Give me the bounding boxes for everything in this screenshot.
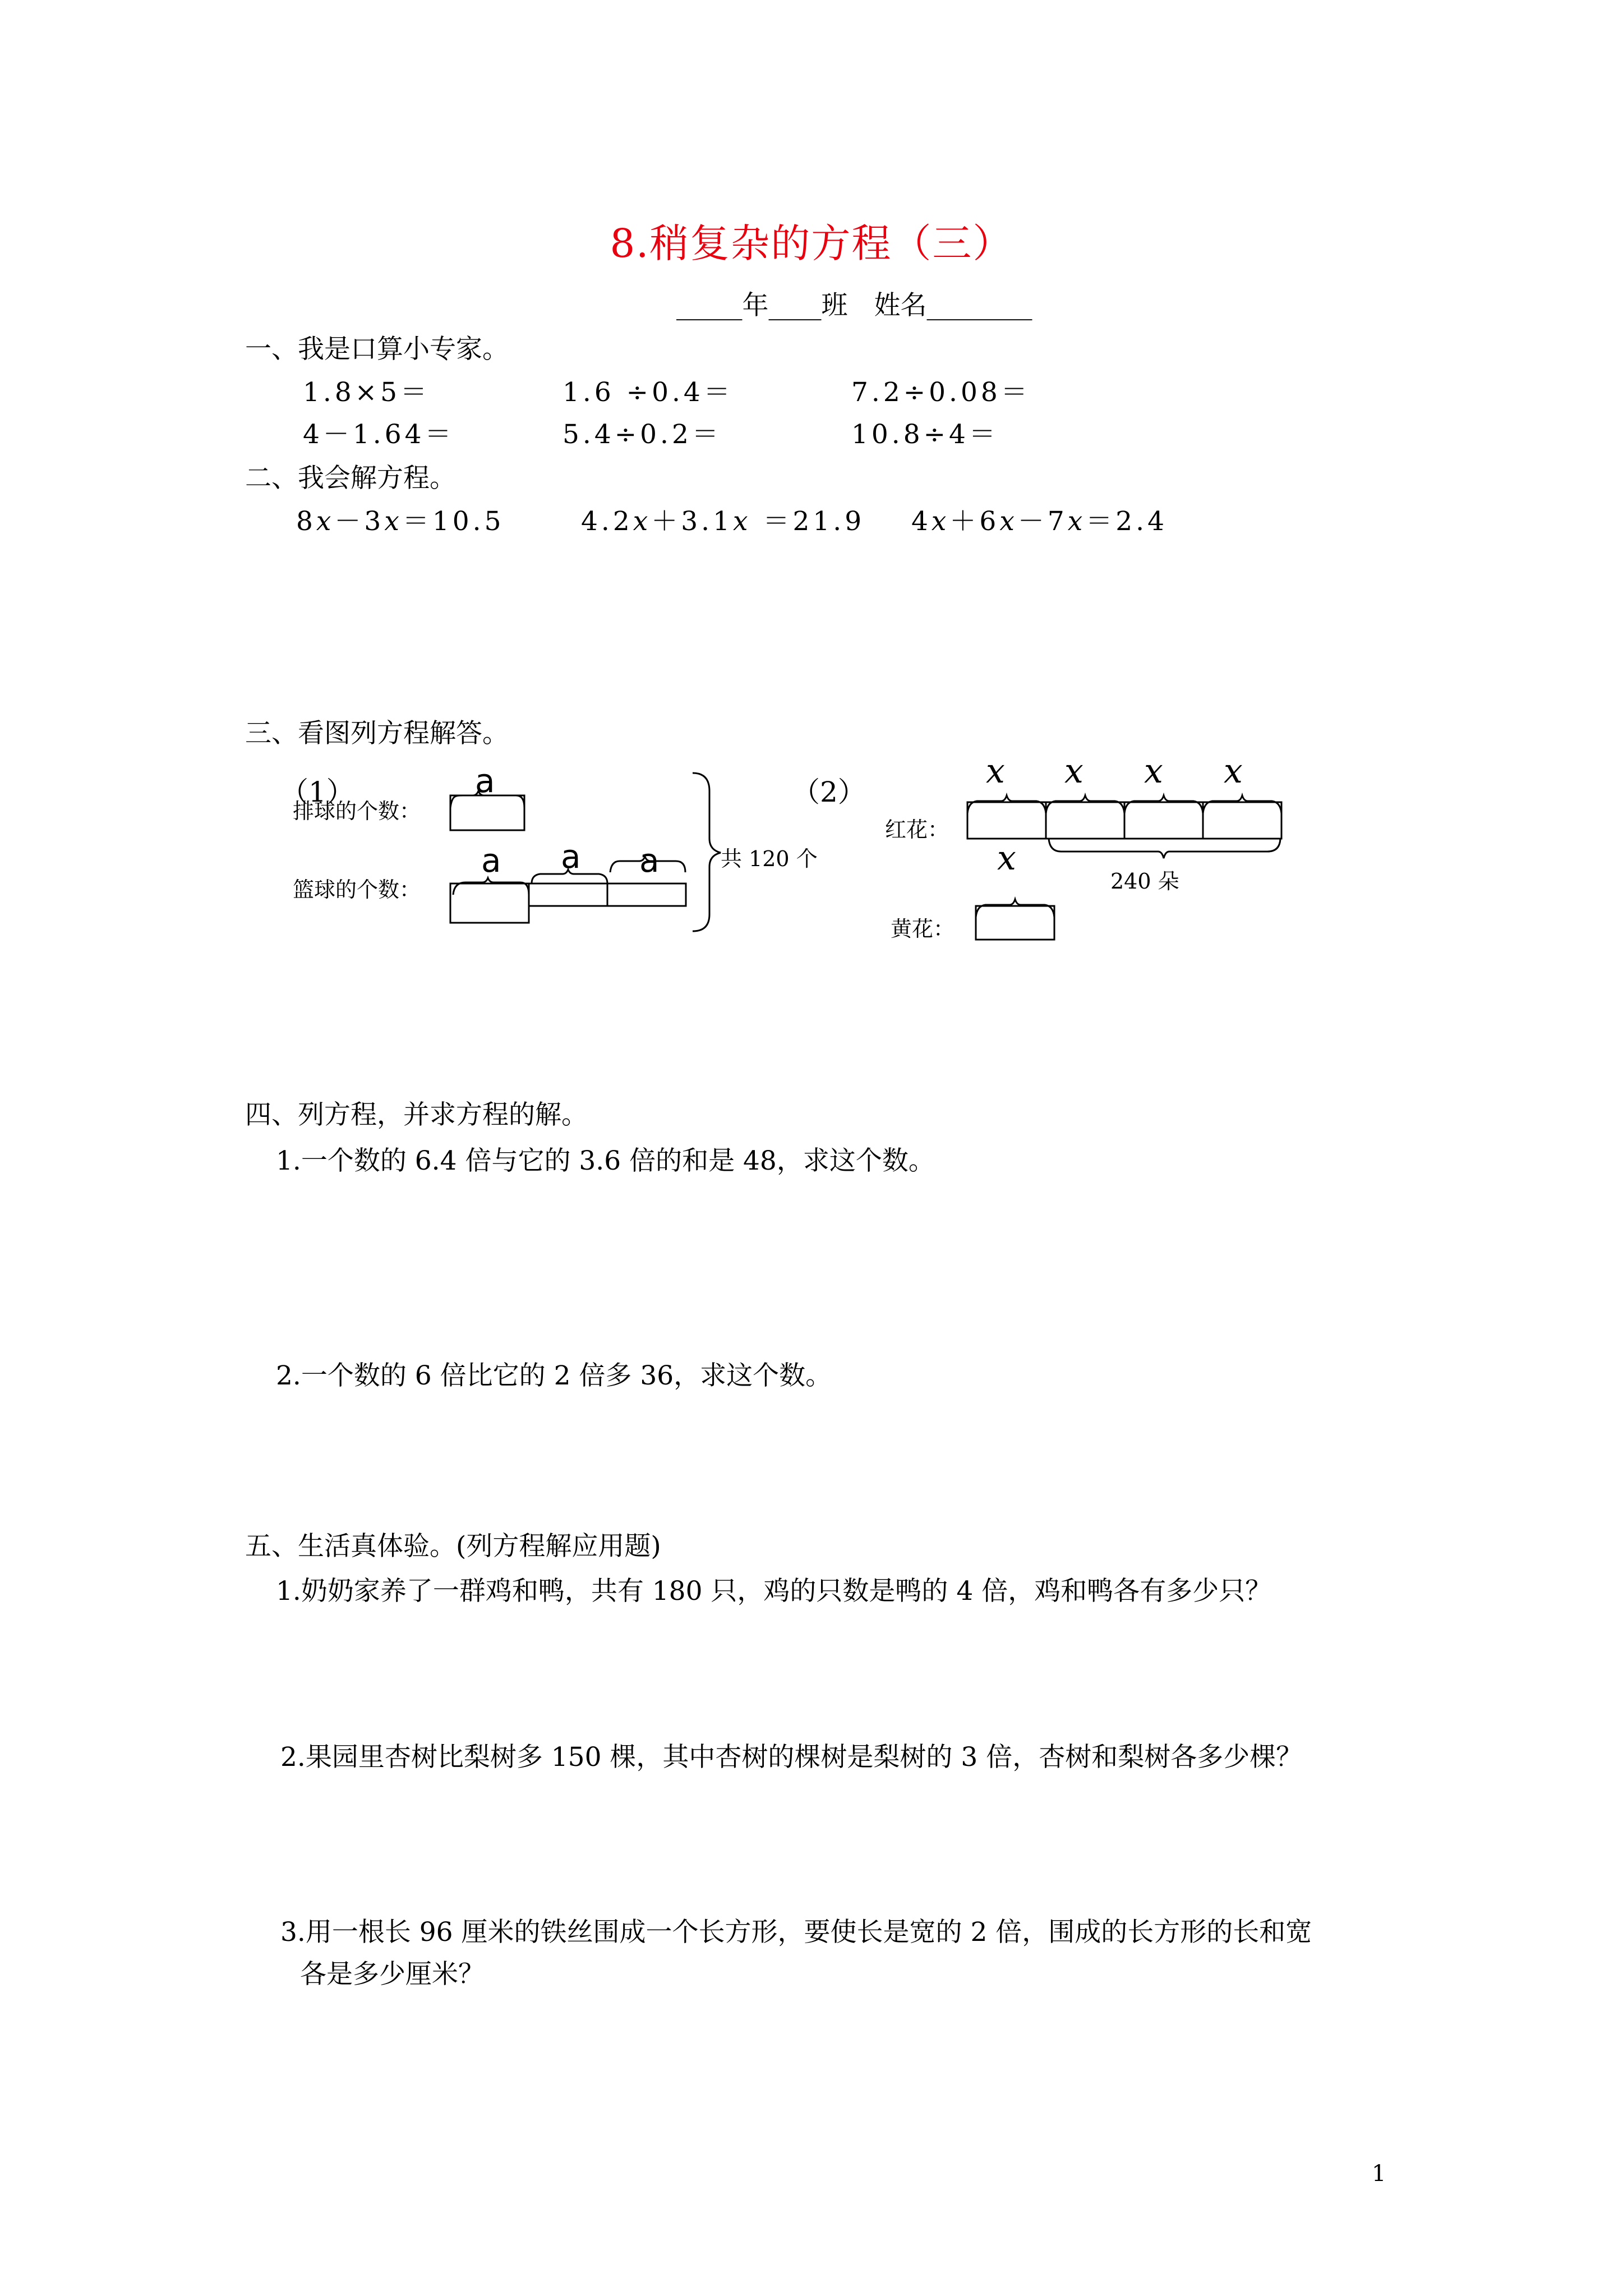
figure2-diff-brace (1049, 839, 1280, 858)
figure1-var-a: a (481, 841, 501, 880)
section1-heading: 一、我是口算小专家。 (245, 334, 509, 365)
equation-1: 8x－3x＝10.5 (296, 506, 505, 537)
figure2-red-brace (1046, 795, 1124, 813)
figure1-label: （1） (280, 776, 354, 808)
figure2-yellow-brace (976, 899, 1054, 917)
oral-calc-item: 4－1.64＝ (303, 419, 455, 450)
equation-2: 4.2x＋3.1x ＝21.9 (581, 506, 865, 537)
page-number: 1 (1372, 2161, 1386, 2187)
section5-question-1: 1.奶奶家养了一群鸡和鸭，共有 180 只，鸡的只数是鸭的 4 倍，鸡和鸭各有多少只？ (276, 1576, 1272, 1607)
figure1-basketball-brace (453, 878, 529, 895)
figure1-total-brace (693, 773, 721, 931)
section5-question-3: 3.用一根长 96 厘米的铁丝围成一个长方形，要使长是宽的 2 倍，围成的长方形的长和宽 (280, 1917, 1312, 1948)
oral-calc-item: 7.2÷0.08＝ (851, 377, 1031, 408)
figure2-red-bar (967, 802, 1046, 839)
figure2-var-x: x (986, 752, 1005, 791)
figure2-red-brace (1124, 795, 1203, 813)
figure1-var-a: a (639, 841, 660, 880)
figure2-red-bar (1203, 802, 1281, 839)
section4-question-2: 2.一个数的 6 倍比它的 2 倍多 36，求这个数。 (276, 1360, 832, 1391)
figure1-volleyball-bar (450, 795, 524, 830)
figure1-basketball-bar (450, 884, 529, 923)
figure1-basketball-brace (532, 869, 607, 884)
grade-class-name-line: _____年____班 姓名________ (676, 290, 1032, 321)
figure1-basketball-brace (610, 857, 685, 872)
figure2-label: （2） (792, 776, 866, 808)
section5-question-2: 2.果园里杏树比梨树多 150 棵，其中杏树的棵树是梨树的 3 倍，杏树和梨树各多少棵？ (280, 1742, 1303, 1773)
equation-3: 4x＋6x－7x＝2.4 (911, 506, 1168, 537)
section3-heading: 三、看图列方程解答。 (245, 718, 509, 749)
oral-calc-item: 1.6 ÷0.4＝ (562, 377, 734, 408)
section5-question-3-cont: 各是多少厘米？ (300, 1959, 485, 1990)
figure2-red-bar (1124, 802, 1203, 839)
section5-heading: 五、生活真体验。(列方程解应用题) (245, 1531, 661, 1562)
figure2-var-x: x (1224, 752, 1243, 791)
figure1-volleyball-brace (450, 791, 524, 808)
figure1-total-label: 共 120 个 (721, 846, 818, 871)
section4-heading: 四、列方程，并求方程的解。 (245, 1099, 588, 1130)
page-title: 8.稍复杂的方程（三） (610, 220, 1013, 266)
figure2-red-brace (967, 795, 1046, 813)
figure2-var-x: x (1064, 752, 1083, 791)
section4-question-1: 1.一个数的 6.4 倍与它的 3.6 倍的和是 48，求这个数。 (276, 1145, 935, 1176)
figure1-volleyball-label: 排球的个数： (293, 799, 421, 823)
oral-calc-item: 5.4÷0.2＝ (562, 419, 722, 450)
figure2-var-x: x (1144, 752, 1163, 791)
figure1-basketball-bar (607, 884, 686, 906)
figure1-var-a: a (561, 838, 581, 876)
oral-calc-item: 1.8×5＝ (303, 377, 431, 408)
figure1-basketball-bar (529, 884, 607, 906)
section2-heading: 二、我会解方程。 (245, 463, 456, 494)
figure2-yellow-flower-label: 黄花： (891, 917, 955, 941)
figure2-var-x: x (997, 839, 1016, 878)
figure1-basketball-label: 篮球的个数： (293, 877, 421, 902)
figure2-red-bar (1046, 802, 1124, 839)
figure2-yellow-bar (976, 906, 1054, 940)
figure2-red-flower-label: 红花： (885, 817, 949, 842)
figure2-red-brace (1203, 795, 1281, 813)
figure1-var-a: a (475, 762, 495, 800)
figure2-diff-label: 240 朵 (1110, 869, 1179, 894)
oral-calc-item: 10.8÷4＝ (851, 419, 999, 450)
